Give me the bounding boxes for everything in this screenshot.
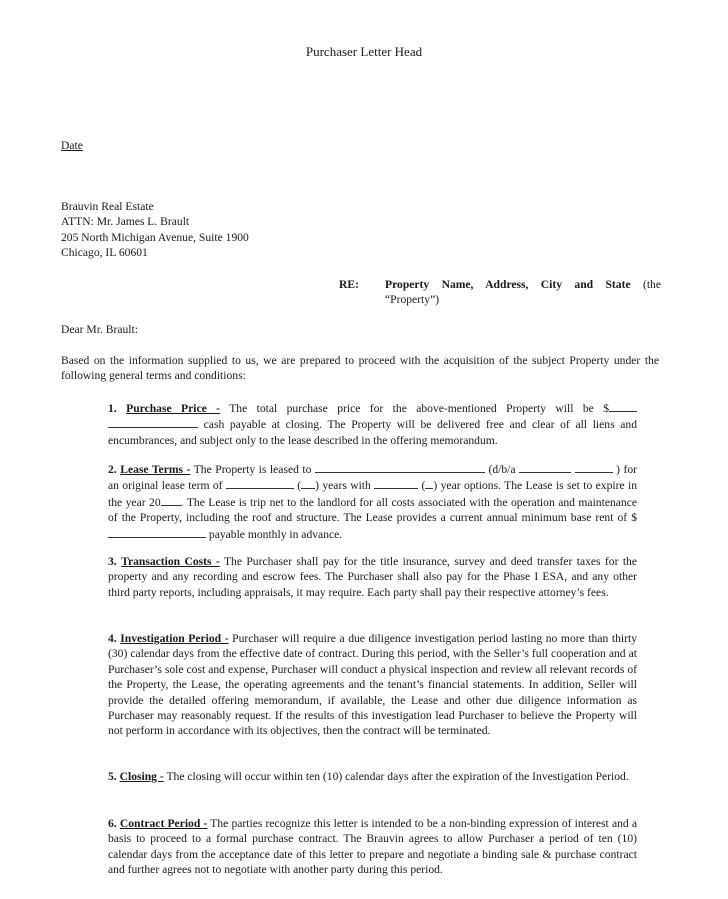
term-text: ( [293, 479, 302, 493]
recipient-address [61, 199, 249, 261]
term-text: ) for an original lease term of [108, 463, 638, 493]
blank-options [374, 477, 418, 489]
term-number: 4. [108, 632, 117, 645]
term-number: 3. [108, 555, 117, 568]
term-text: The Purchaser shall pay for the title insurance, survey and deed transfer taxes for the property and any recording and escrow fees. The Purchaser shall also pay for the Phase I ESA, and any other third party reports, including appraisals, it may require. Each party shall pay their respective attorney’s fees. [108, 555, 637, 599]
blank-term-years [226, 477, 294, 489]
term-contract-period [108, 816, 637, 878]
term-text: cash payable at closing. The Property will be delivered free and clear of all liens and encumbrances, and subject only to the lease described in the offering memorandum. [108, 418, 637, 447]
term-number: 5. [108, 770, 117, 783]
salutation: Dear Mr. Brault: [61, 323, 138, 336]
term-text: Purchaser will require a due diligence investigation period lasting no more than thirty (30) calendar days from the effective date of contract. During this period, with the Seller’s full cooperation and at Purchaser’s sole cost and expense, Purchaser will conduct a physical inspection and review all relevant records of the Property, the Lease, the operating agreements and the tenant’s financial statements. In addition, Seller will provide the detailed offering memorandum, if available, the Lease and other due diligence information as Purchaser may reasonably request. If the results of this investigation lead Purchaser to believe the Property will not perform in accordance with its objectives, then the contract will be terminated. [108, 632, 637, 738]
letterhead: Purchaser Letter Head [305, 44, 423, 59]
blank-tenant-field [315, 461, 485, 473]
term-text: ( [418, 479, 426, 493]
recipient-street: 205 North Michigan Avenue, Suite 1900 [61, 230, 249, 244]
term-heading: Purchase Price - [126, 402, 221, 415]
blank-expire-year [161, 494, 181, 506]
recipient-city: Chicago, IL 60601 [61, 246, 148, 260]
blank-price-field [609, 400, 637, 412]
term-text: The Property is leased to [190, 463, 315, 476]
re-subject [385, 277, 661, 308]
term-lease-terms [108, 461, 637, 542]
recipient-company: Brauvin Real Estate [61, 200, 154, 213]
re-property-name: Property Name, Address, City and State [385, 278, 631, 291]
term-purchase-price [108, 400, 637, 448]
blank-price-field-2 [108, 416, 198, 428]
term-heading: Closing - [119, 770, 164, 783]
term-number: 2. [108, 463, 117, 476]
blank-base-rent [108, 526, 206, 538]
term-heading: Contract Period - [119, 817, 208, 830]
term-text: The closing will occur within ten (10) calendar days after the expiration of the Investigation Period. [163, 770, 629, 783]
blank-dba-field-2 [575, 461, 613, 473]
term-text: payable monthly in advance. [206, 527, 343, 541]
term-heading: Transaction Costs - [121, 555, 220, 568]
term-number: 6. [108, 817, 117, 830]
term-number: 1. [108, 402, 117, 415]
term-text: . The Lease is trip net to the landlord for all costs associated with the operation and maintenance of the Property, including the roof and structure. The Lease provides a current annual minimum base rent of $ [108, 495, 637, 525]
re-label: RE: [339, 278, 359, 291]
re-property-tail: (the “Property”) [385, 278, 661, 307]
intro-paragraph: Based on the information supplied to us, we are prepared to proceed with the acquisition of the subject Property under the following general terms and conditions: [61, 354, 659, 383]
term-heading: Investigation Period - [120, 632, 229, 645]
term-text: ) years with [315, 479, 375, 493]
term-text: (d/b/a [484, 463, 520, 476]
term-text: The parties recognize this letter is intended to be a non-binding expression of interest and a basis to proceed to a formal purchase contract. The Brauvin agrees to allow Purchaser a period of ten (10) calendar days from the acceptance date of this letter to prepare and negotiate a binding sale & purchase contract and further agrees not to negotiate with another party during this period. [108, 817, 637, 877]
term-transaction-costs [108, 554, 637, 600]
blank-dba-field [519, 461, 571, 473]
term-text: The total purchase price for the above-mentioned Property will be $ [220, 402, 609, 415]
term-closing [108, 769, 637, 784]
date-label: Date [61, 139, 83, 152]
recipient-attention: ATTN: Mr. James L. Brault [61, 215, 190, 229]
term-investigation-period [108, 631, 637, 739]
blank-term-num [301, 477, 315, 489]
term-text: ) year options. The Lease is set to expire in the year 20 [108, 479, 637, 509]
term-heading: Lease Terms - [120, 463, 191, 476]
